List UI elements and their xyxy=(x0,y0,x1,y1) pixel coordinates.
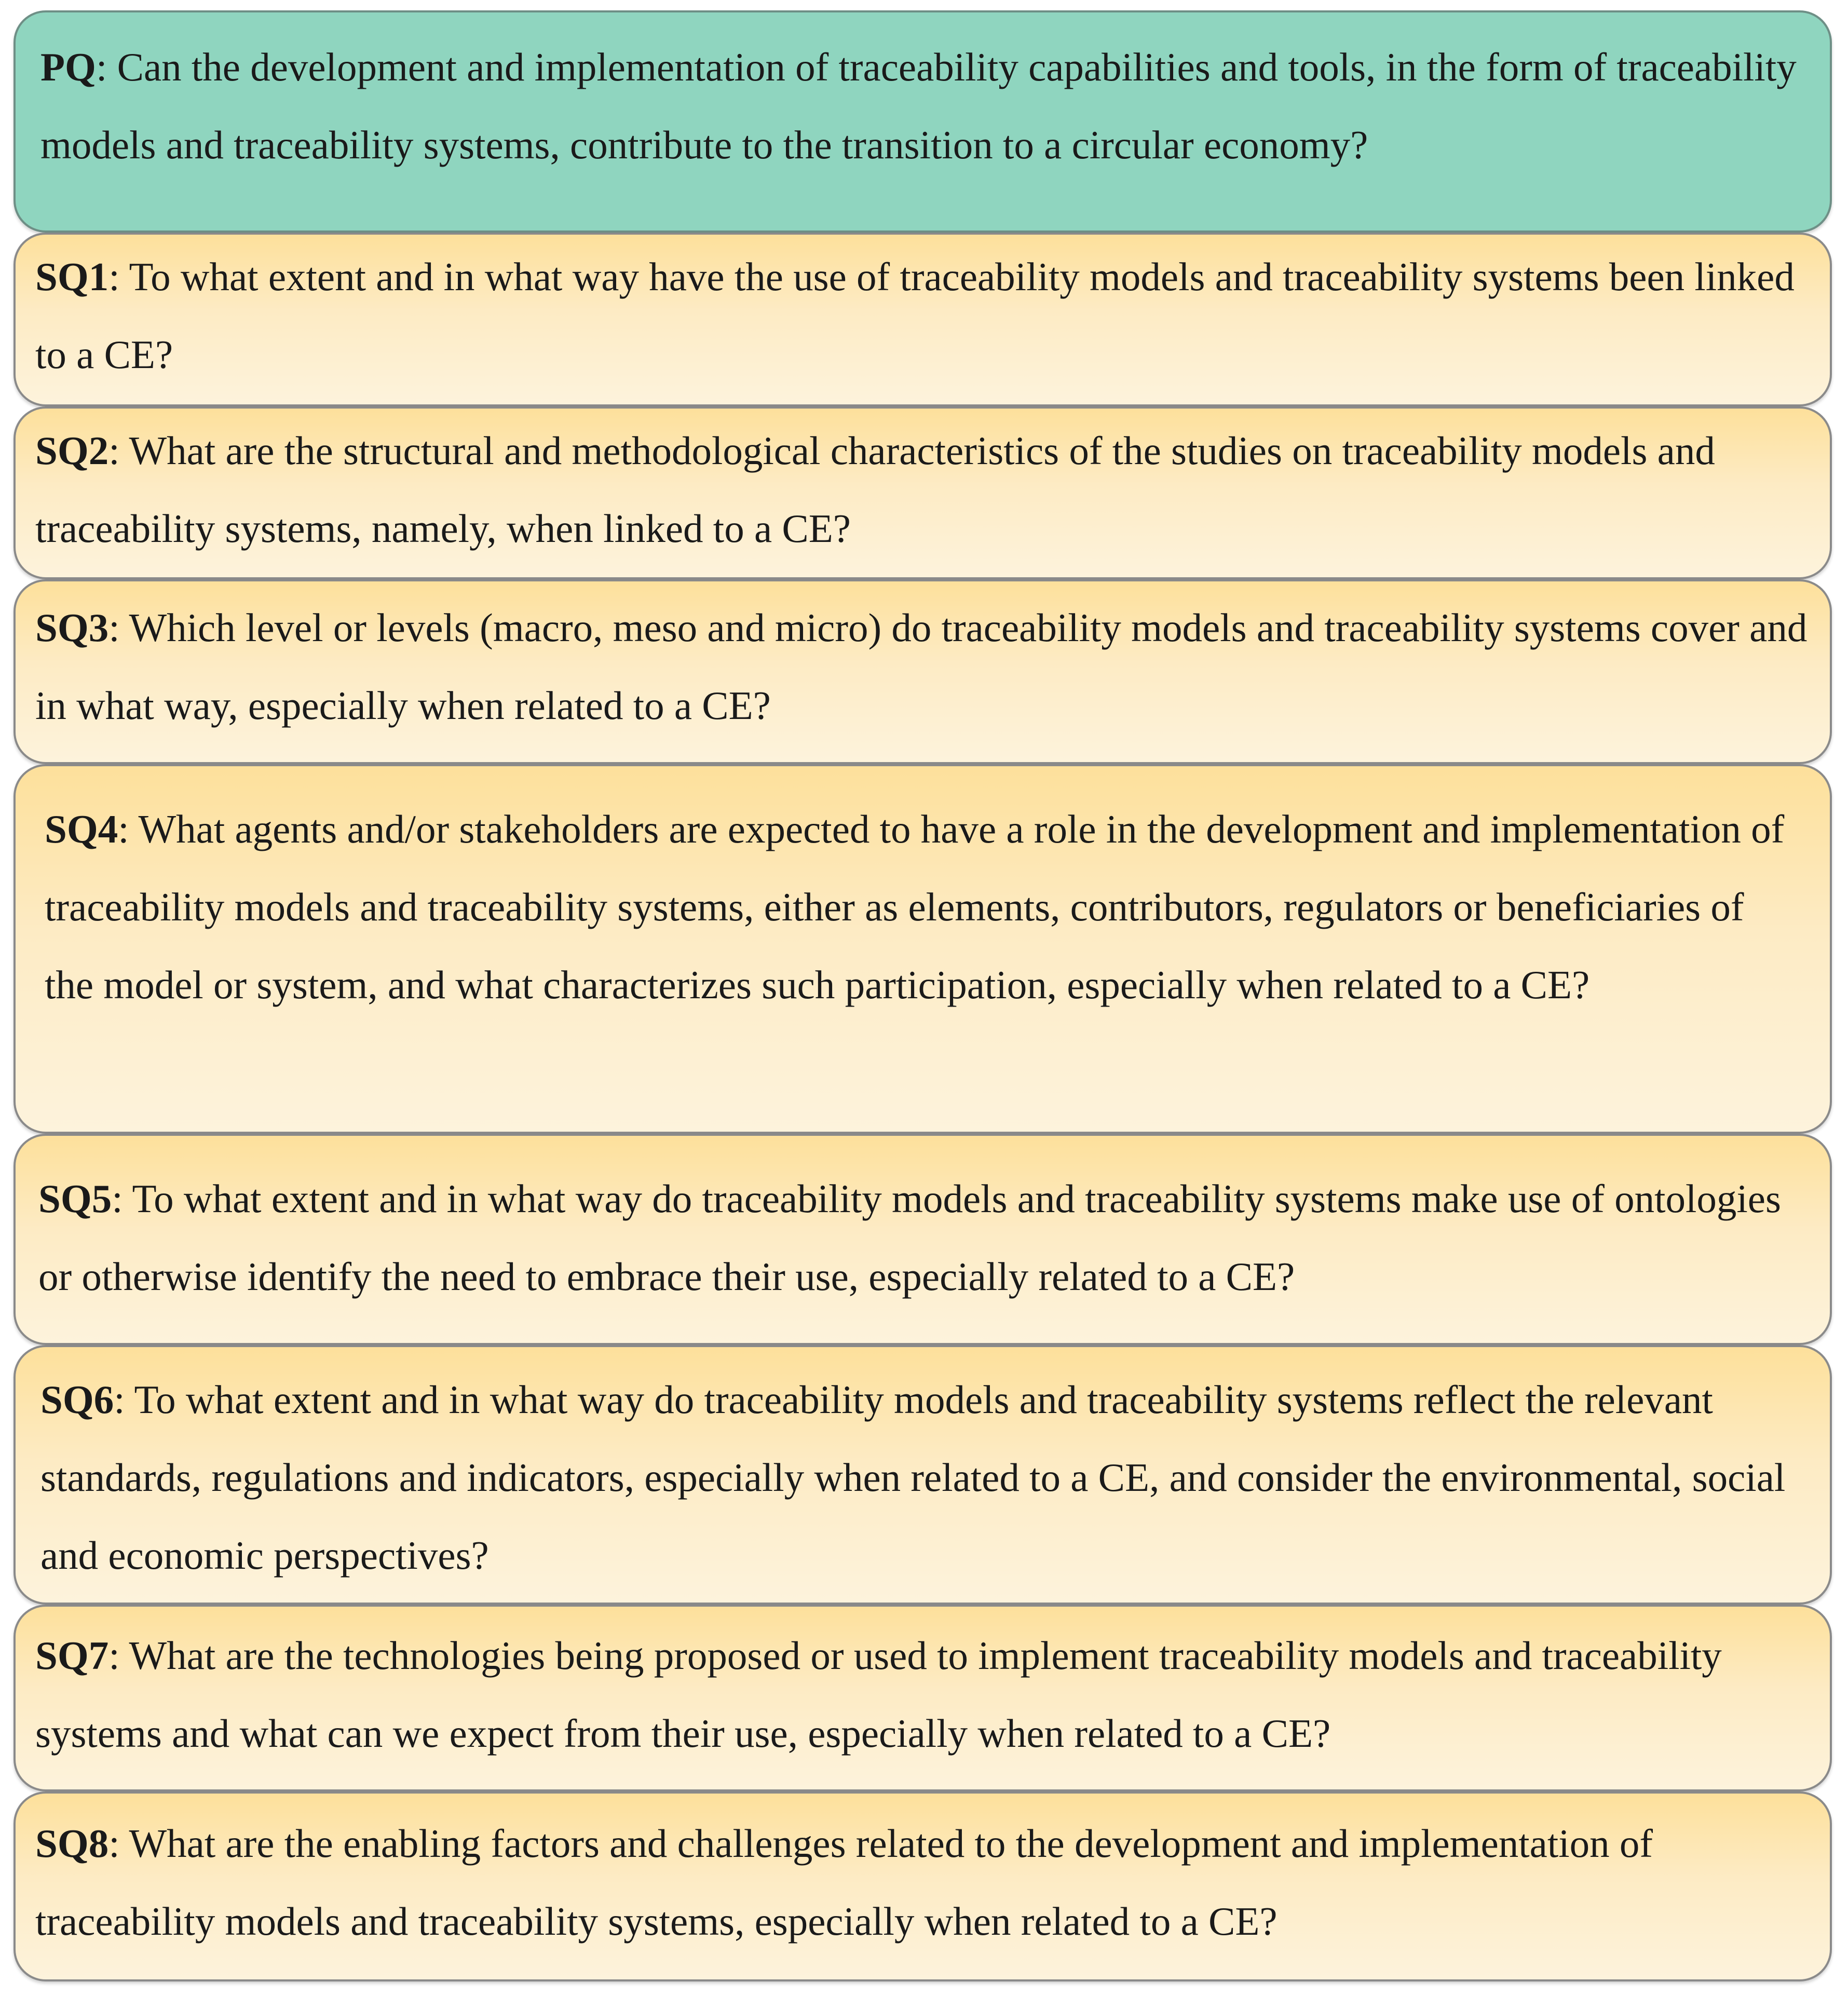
question-box-sq5: SQ5: To what extent and in what way do traceability models and traceability systems make use of ontologies or otherwise identify the need to embrace their use, especially related to a CE? xyxy=(13,1134,1832,1345)
question-box-sq6: SQ6: To what extent and in what way do traceability models and traceability systems reflect the relevant standards, regulations and indicators, especially when related to a CE, and consider the environmental, social and economic perspectives? xyxy=(13,1345,1832,1605)
question-label: SQ8 xyxy=(35,1821,109,1866)
question-label: SQ1 xyxy=(35,254,109,299)
question-box-sq3: SQ3: Which level or levels (macro, meso and micro) do traceability models and traceability systems cover and in what way, especially when related to a CE? xyxy=(13,579,1832,764)
question-label: SQ7 xyxy=(35,1633,109,1678)
question-label: SQ4 xyxy=(45,807,118,851)
question-text: Can the development and implementation of traceability capabilities and tools, in the form of traceability models and traceability systems, contribute to the transition to a circular economy? xyxy=(40,45,1797,167)
question-box-sq2: SQ2: What are the structural and methodological characteristics of the studies on traceability models and traceability systems, namely, when linked to a CE? xyxy=(13,406,1832,579)
question-label: SQ2 xyxy=(35,428,109,473)
question-label: SQ3 xyxy=(35,605,109,650)
question-label: PQ xyxy=(40,45,96,89)
question-text: What are the structural and methodological characteristics of the studies on traceability models and traceability systems, namely, when linked to a CE? xyxy=(35,428,1715,551)
question-box-sq8: SQ8: What are the enabling factors and challenges related to the development and implementation of traceability models and traceability systems, especially when related to a CE? xyxy=(13,1791,1832,1981)
question-text: What agents and/or stakeholders are expected to have a role in the development and implementation of traceability models and traceability systems, either as elements, contributors, regulators or beneficiaries of the model or system, and what characterizes such participation, especially when related to a CE? xyxy=(45,807,1785,1007)
question-text: To what extent and in what way do traceability models and traceability systems make use of ontologies or otherwise identify the need to embrace their use, especially related to a CE? xyxy=(38,1176,1781,1299)
question-label: SQ6 xyxy=(40,1377,114,1422)
question-box-sq1: SQ1: To what extent and in what way have the use of traceability models and traceability systems been linked to a CE? xyxy=(13,233,1832,406)
question-text: Which level or levels (macro, meso and micro) do traceability models and traceability systems cover and in what way, especially when related to a CE? xyxy=(35,605,1808,728)
question-box-sq4: SQ4: What agents and/or stakeholders are expected to have a role in the development and implementation of traceability models and traceability systems, either as elements, contributors, regulators or beneficiaries of the model or system, and what characterizes such participation, especially when related to a CE? xyxy=(13,764,1832,1134)
question-text: To what extent and in what way do traceability models and traceability systems reflect the relevant standards, regulations and indicators, especially when related to a CE, and consider the environmental, social and economic perspectives? xyxy=(40,1377,1786,1578)
question-text: To what extent and in what way have the use of traceability models and traceability systems been linked to a CE? xyxy=(35,254,1795,377)
question-box-pq: PQ: Can the development and implementation of traceability capabilities and tools, in the form of traceability models and traceability systems, contribute to the transition to a circular economy? xyxy=(13,10,1832,233)
question-text: What are the enabling factors and challenges related to the development and implementation of traceability models and traceability systems, especially when related to a CE? xyxy=(35,1821,1653,1944)
question-label: SQ5 xyxy=(38,1176,112,1221)
question-text: What are the technologies being proposed or used to implement traceability models and traceability systems and what can we expect from their use, especially when related to a CE? xyxy=(35,1633,1722,1756)
question-box-sq7: SQ7: What are the technologies being proposed or used to implement traceability models and traceability systems and what can we expect from their use, especially when related to a CE? xyxy=(13,1605,1832,1791)
